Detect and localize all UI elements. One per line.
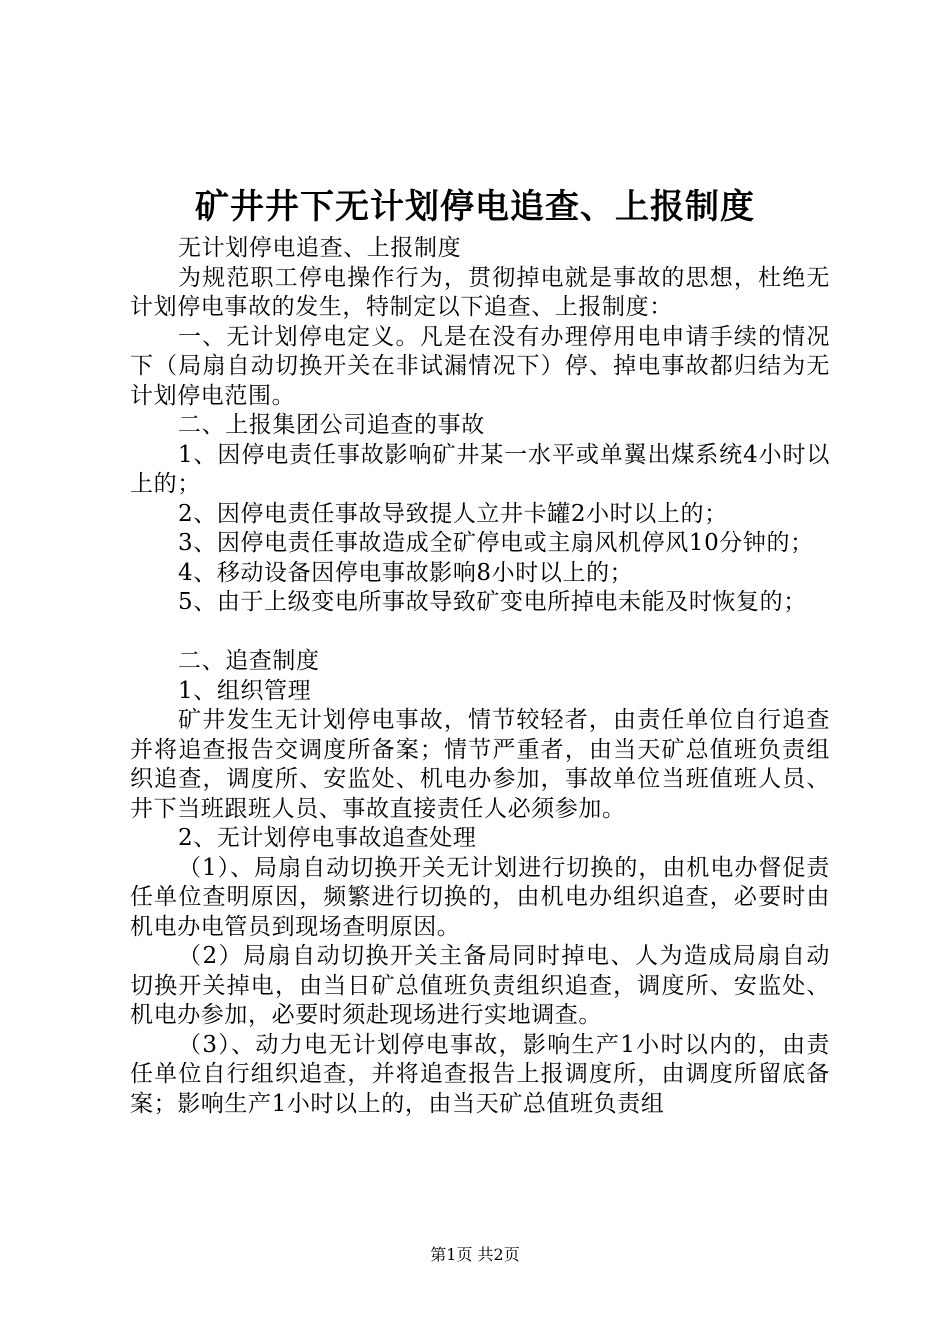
- subsection-heading-handling: 2、无计划停电事故追查处理: [178, 825, 477, 851]
- list-item-report-2: 2、因停电责任事故导致提人立井卡罐2小时以上的；: [178, 500, 728, 527]
- blank-line: [130, 618, 830, 648]
- paragraph-handling-2: （2）局扇自动切换开关主备局同时掉电、人为造成局扇自动切换开关掉电，由当日矿总值班负责组织追查，调度所、安监处、机电办参加，必要时须赴现场进行实地调查。: [130, 943, 830, 1028]
- section-heading-report: 二、上报集团公司追查的事故: [178, 412, 485, 438]
- paragraph-intro: 为规范职工停电操作行为，贯彻掉电就是事故的思想，杜绝无计划停电事故的发生，特制定以下追查、上报制度：: [130, 264, 830, 320]
- paragraph-handling-1: （1）、局扇自动切换开关无计划进行切换的，由机电办督促责任单位查明原因，频繁进行切换的，由机电办组织追查，必要时由机电办电管员到现场查明原因。: [130, 854, 830, 940]
- list-item-report-3: 3、因停电责任事故造成全矿停电或主扇风机停风10分钟的；: [178, 530, 814, 556]
- document-title: 矿井井下无计划停电追查、上报制度: [195, 187, 755, 227]
- list-item-report-4: 4、移动设备因停电事故影响8小时以上的；: [178, 559, 634, 586]
- subsection-heading-organization: 1、组织管理: [178, 677, 312, 704]
- section-heading-investigation: 二、追查制度: [178, 648, 320, 674]
- list-item-report-1: 1、因停电责任事故影响矿井某一水平或单翼出煤系统4小时以上的；: [130, 441, 830, 497]
- paragraph-definition: 一、无计划停电定义。凡是在没有办理停用电申请手续的情况下（局扇自动切换开关在非试漏情况下）停、掉电事故都归结为无计划停电范围。: [130, 323, 830, 409]
- paragraph-handling-3: （3）、动力电无计划停电事故，影响生产1小时以内的，由责任单位自行组织追查，并将追查报告上报调度所，由调度所留底备案；影响生产1小时以上的，由当天矿总值班负责组: [130, 1031, 830, 1117]
- list-item-report-5: 5、由于上级变电所事故导致矿变电所掉电未能及时恢复的；: [178, 589, 807, 615]
- paragraph-subtitle: 无计划停电追查、上报制度: [178, 235, 462, 261]
- document-body: [130, 234, 830, 1119]
- page-number-footer: 第1页 共2页: [430, 1245, 520, 1264]
- paragraph-organization: 矿井发生无计划停电事故，情节较轻者，由责任单位自行追查并将追查报告交调度所备案；情节严重者，由当天矿总值班负责组织追查，调度所、安监处、机电办参加，事故单位当班值班人员、井下当班跟班人员、事故直接责任人必须参加。: [130, 707, 830, 822]
